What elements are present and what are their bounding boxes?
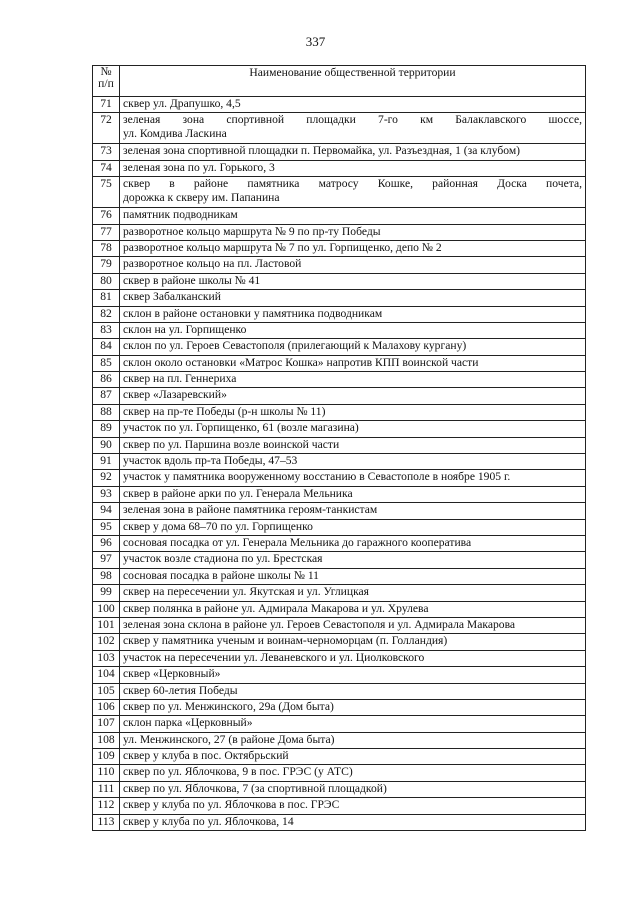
row-number: 87: [93, 388, 120, 404]
table-row: [93, 781, 586, 797]
territory-name: сквер по ул. Яблочкова, 7 (за спортивной площадкой): [120, 781, 586, 797]
row-number: 89: [93, 421, 120, 437]
table-row: [93, 306, 586, 322]
table-row: [93, 503, 586, 519]
territory-name: сквер на пр-те Победы (р-н школы № 11): [120, 404, 586, 420]
table-body: [93, 97, 586, 831]
page-number: 337: [305, 34, 326, 49]
row-number: 80: [93, 273, 120, 289]
row-number: 76: [93, 208, 120, 224]
row-number: 97: [93, 552, 120, 568]
territory-name: сквер в районе арки по ул. Генерала Мельника: [120, 486, 586, 502]
row-number: 107: [93, 716, 120, 732]
row-number: 94: [93, 503, 120, 519]
territory-name: [120, 177, 586, 208]
row-number: 81: [93, 290, 120, 306]
table-row: [93, 339, 586, 355]
table-row: [93, 765, 586, 781]
column-header-number-sign: №: [100, 65, 112, 78]
table-row: [93, 732, 586, 748]
table-row: [93, 404, 586, 420]
territory-name: сквер у клуба по ул. Яблочкова, 14: [120, 814, 586, 830]
row-number: 79: [93, 257, 120, 273]
table-row: [93, 144, 586, 160]
territory-name: ул. Менжинского, 27 (в районе Дома быта): [120, 732, 586, 748]
row-number: 86: [93, 372, 120, 388]
territory-name: сквер у дома 68–70 по ул. Горпищенко: [120, 519, 586, 535]
table-row: [93, 372, 586, 388]
territory-name: участок по ул. Горпищенко, 61 (возле магазина): [120, 421, 586, 437]
territory-name: зеленая зона спортивной площадки п. Первомайка, ул. Разъездная, 1 (за клубом): [120, 144, 586, 160]
table-row: [93, 290, 586, 306]
territory-name: склон по ул. Героев Севастополя (прилегающий к Малахову кургану): [120, 339, 586, 355]
territory-name: сквер на пересечении ул. Якутская и ул. Углицкая: [120, 585, 586, 601]
row-number: 92: [93, 470, 120, 486]
row-number: 106: [93, 699, 120, 715]
table-row: [93, 355, 586, 371]
territory-name: участок у памятника вооруженному восстанию в Севастополе в ноябре 1905 г.: [120, 470, 586, 486]
table-row: [93, 585, 586, 601]
row-number: 102: [93, 634, 120, 650]
table-row: [93, 552, 586, 568]
territory-name: сквер по ул. Менжинского, 29а (Дом быта): [120, 699, 586, 715]
row-number: 96: [93, 535, 120, 551]
territory-name-line-2: ул. Комдива Ласкина: [123, 127, 227, 141]
row-number: 73: [93, 144, 120, 160]
territory-name: сквер «Лазаревский»: [120, 388, 586, 404]
territory-name: сквер в районе школы № 41: [120, 273, 586, 289]
territory-name: сосновая посадка от ул. Генерала Мельника до гаражного кооператива: [120, 535, 586, 551]
table-row: [93, 814, 586, 830]
table-row: [93, 437, 586, 453]
row-number: 93: [93, 486, 120, 502]
territory-name-line-1: зеленая зона спортивной площадки 7-го км Балаклавского шоссе,: [123, 113, 582, 127]
territory-name: сквер полянка в районе ул. Адмирала Макарова и ул. Хрулева: [120, 601, 586, 617]
table-row: [93, 519, 586, 535]
table-row: [93, 667, 586, 683]
table-header-row: [93, 66, 586, 97]
table-row: [93, 421, 586, 437]
territory-name: сквер по ул. Паршина возле воинской части: [120, 437, 586, 453]
territory-name: склон парка «Церковный»: [120, 716, 586, 732]
territory-name: сквер у клуба по ул. Яблочкова в пос. ГРЭС: [120, 798, 586, 814]
row-number: 83: [93, 322, 120, 338]
table-row: [93, 208, 586, 224]
table-row: [93, 224, 586, 240]
row-number: 104: [93, 667, 120, 683]
territory-name: склон в районе остановки у памятника подводникам: [120, 306, 586, 322]
table-row: [93, 160, 586, 176]
territory-name: сквер у памятника ученым и воинам-черноморцам (п. Голландия): [120, 634, 586, 650]
territory-name: сквер у клуба в пос. Октябрьский: [120, 749, 586, 765]
table-row: [93, 568, 586, 584]
row-number: 78: [93, 240, 120, 256]
territory-name: сквер по ул. Яблочкова, 9 в пос. ГРЭС (у АТС): [120, 765, 586, 781]
row-number: 88: [93, 404, 120, 420]
row-number: 113: [93, 814, 120, 830]
territory-name-line-2: дорожка к скверу им. Папанина: [123, 191, 280, 205]
table-row: [93, 749, 586, 765]
territory-name: участок возле стадиона по ул. Брестская: [120, 552, 586, 568]
row-number: 112: [93, 798, 120, 814]
territory-name: сквер ул. Драпушко, 4,5: [120, 97, 586, 113]
territory-name: сосновая посадка в районе школы № 11: [120, 568, 586, 584]
territory-name: сквер «Церковный»: [120, 667, 586, 683]
row-number: 95: [93, 519, 120, 535]
territory-name: зеленая зона по ул. Горького, 3: [120, 160, 586, 176]
table-row: [93, 683, 586, 699]
table-row: [93, 273, 586, 289]
table-row: [93, 240, 586, 256]
territory-name: склон около остановки «Матрос Кошка» напротив КПП воинской части: [120, 355, 586, 371]
row-number: 85: [93, 355, 120, 371]
table-row: [93, 113, 586, 144]
territory-name: памятник подводникам: [120, 208, 586, 224]
territory-name: участок вдоль пр-та Победы, 47–53: [120, 454, 586, 470]
territory-name: разворотное кольцо маршрута № 9 по пр-ту Победы: [120, 224, 586, 240]
column-header-name: Наименование общественной территории: [120, 66, 586, 97]
table-row: [93, 601, 586, 617]
territory-name: [120, 113, 586, 144]
table-row: [93, 257, 586, 273]
territory-name: сквер Забалканский: [120, 290, 586, 306]
table-row: [93, 716, 586, 732]
row-number: 108: [93, 732, 120, 748]
table-row: [93, 470, 586, 486]
row-number: 111: [93, 781, 120, 797]
territory-name-line-1: сквер в районе памятника матросу Кошке, районная Доска почета,: [123, 177, 582, 191]
table-row: [93, 322, 586, 338]
row-number: 90: [93, 437, 120, 453]
table-row: [93, 535, 586, 551]
public-territories-table: [92, 65, 586, 831]
row-number: 72: [93, 113, 120, 144]
table-row: [93, 699, 586, 715]
territory-name: сквер 60-летия Победы: [120, 683, 586, 699]
row-number: 98: [93, 568, 120, 584]
table-row: [93, 454, 586, 470]
row-number: 91: [93, 454, 120, 470]
territory-name: зеленая зона склона в районе ул. Героев Севастополя и ул. Адмирала Макарова: [120, 617, 586, 633]
column-header-number: [93, 66, 120, 97]
territory-name: сквер на пл. Геннериха: [120, 372, 586, 388]
row-number: 75: [93, 177, 120, 208]
row-number: 100: [93, 601, 120, 617]
row-number: 84: [93, 339, 120, 355]
table-row: [93, 634, 586, 650]
row-number: 101: [93, 617, 120, 633]
row-number: 71: [93, 97, 120, 113]
row-number: 110: [93, 765, 120, 781]
table-row: [93, 388, 586, 404]
territory-name: разворотное кольцо маршрута № 7 по ул. Горпищенко, депо № 2: [120, 240, 586, 256]
table-row: [93, 177, 586, 208]
row-number: 74: [93, 160, 120, 176]
territory-name: склон на ул. Горпищенко: [120, 322, 586, 338]
row-number: 77: [93, 224, 120, 240]
territory-name: зеленая зона в районе памятника героям-танкистам: [120, 503, 586, 519]
table-row: [93, 486, 586, 502]
row-number: 99: [93, 585, 120, 601]
row-number: 105: [93, 683, 120, 699]
row-number: 82: [93, 306, 120, 322]
column-header-number-abbr: п/п: [98, 77, 114, 90]
territory-name: разворотное кольцо на пл. Ластовой: [120, 257, 586, 273]
territory-name: участок на пересечении ул. Леваневского и ул. Циолковского: [120, 650, 586, 666]
row-number: 103: [93, 650, 120, 666]
table-row: [93, 798, 586, 814]
table-row: [93, 650, 586, 666]
row-number: 109: [93, 749, 120, 765]
table-row: [93, 97, 586, 113]
table-row: [93, 617, 586, 633]
